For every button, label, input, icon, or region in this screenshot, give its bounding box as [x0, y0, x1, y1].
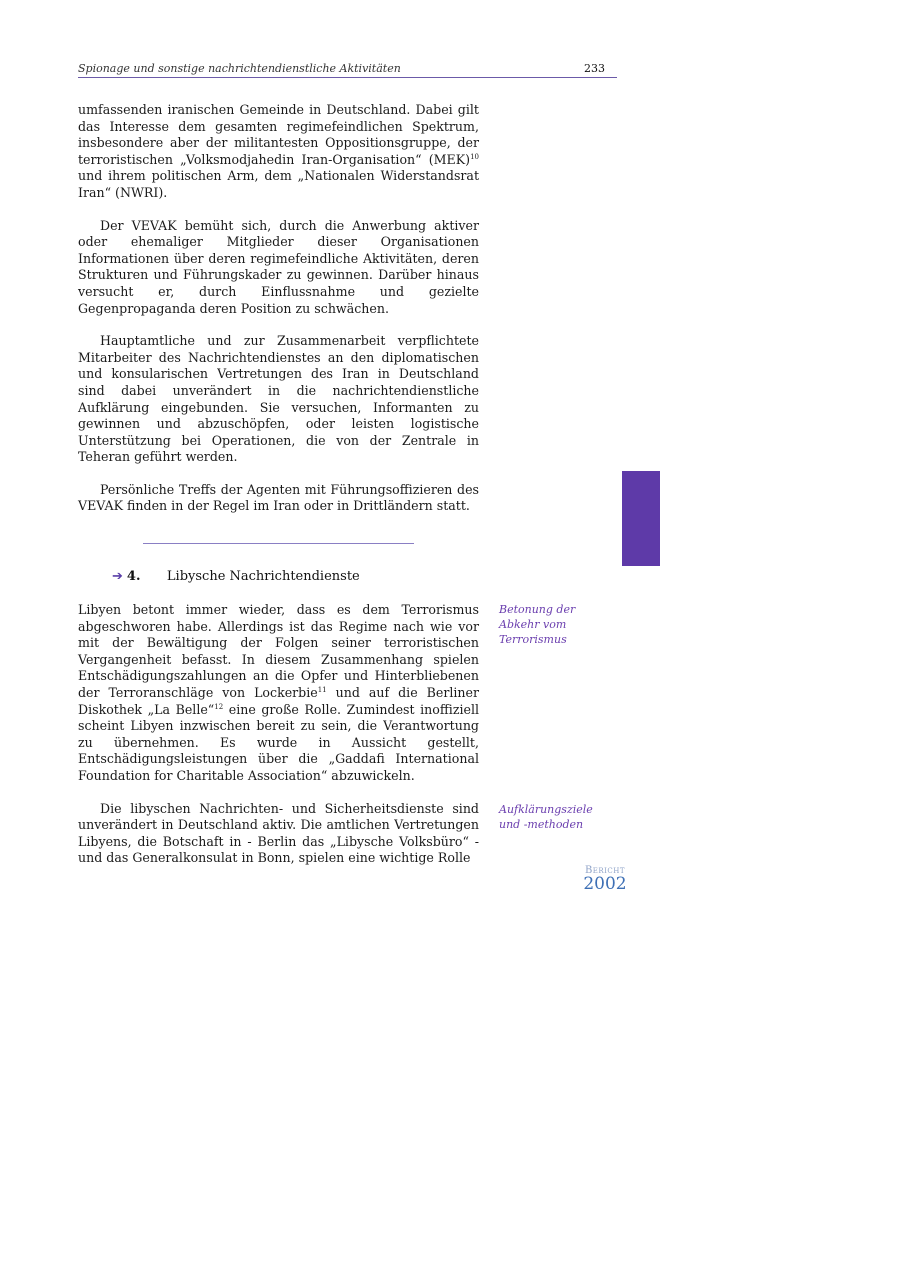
body-text-bottom [78, 602, 479, 883]
chapter-side-tab [622, 471, 660, 566]
paragraph-1-text-after: und ihrem politischen Arm, dem „Nationalen Widerstandsrat Iran“ (NWRI). [78, 168, 479, 200]
margin-note-2: Aufklärungsziele und -methoden [499, 803, 593, 831]
section-heading [112, 569, 360, 584]
running-header [78, 62, 617, 78]
section-number: 4. [126, 569, 141, 584]
paragraph-3: Hauptamtliche und zur Zusammenarbeit verpflichtete Mitarbeiter des Nachrichtendienstes an den diplomatischen und konsularischen Vertretungen des Iran in Deutschland sind dabei unverändert in die nachrichtendienstliche Aufklärung eingebunden. Sie versuchen, Informanten zu gewinnen und abzuschöpfen, oder leisten logistische Unterstützung bei Operationen, die von der Zentrale in Teheran geführt werden. [78, 333, 479, 465]
body-text-top [78, 102, 479, 531]
section-divider [143, 543, 414, 544]
header-title: Spionage und sonstige nachrichtendienstliche Aktivitäten [78, 62, 401, 75]
report-logo [578, 866, 632, 893]
logo-word: Bericht [584, 865, 626, 876]
paragraph-1 [78, 102, 479, 202]
paragraph-5-text-after: eine große Rolle. Zumindest inoffiziell scheint Libyen inzwischen bereit zu sein, die Verantwortung zu übernehmen. Es wurde in Aussicht gestellt, Entschädigungsleistungen über die „Gaddafi International Foundation for Charitable Association“ abzuwickeln. [78, 701, 479, 783]
arrow-right-icon: ➔ [112, 569, 123, 584]
paragraph-1-text: umfassenden iranischen Gemeinde in Deutschland. Dabei gilt das Interesse dem gesamten regimefeindlichen Spektrum, insbesondere aber der militantesten Oppositionsgruppe, der terroristischen „Volksmodjahedin Iran-Organisation“ (MEK) [78, 102, 479, 167]
paragraph-5-text: Libyen betont immer wieder, dass es dem Terrorismus abgeschworen habe. Allerdings ist das Regime nach wie vor mit der Bewältigung der Folgen seiner terroristischen Vergangenheit befasst. In diesem Zusammenhang spielen Entschädigungszahlungen an die Opfer und Hinterbliebenen der Terroranschläge von Lockerbie [78, 602, 479, 700]
page-number: 233 [584, 62, 605, 75]
footnote-ref-11[interactable]: 11 [317, 685, 327, 694]
logo-year: 2002 [583, 874, 627, 894]
paragraph-5 [78, 602, 479, 785]
footnote-ref-12[interactable]: 12 [214, 702, 224, 711]
paragraph-5-mid: und auf die Berliner Diskothek „La Belle“ [78, 684, 479, 717]
section-title: Libysche Nachrichtendienste [166, 569, 360, 584]
paragraph-2: Der VEVAK bemüht sich, durch die Anwerbung aktiver oder ehemaliger Mitglieder dieser Organisationen Informationen über deren regimefeindliche Aktivitäten, deren Strukturen und Führungskader zu gewinnen. Darüber hinaus versucht er, durch Einflussnahme und gezielte Gegenpropaganda deren Position zu schwächen. [78, 217, 479, 316]
margin-note-1: Betonung der Abkehr vom Terrorismus [499, 603, 576, 646]
paragraph-4: Persönliche Treffs der Agenten mit Führungsoffizieren des VEVAK finden in der Regel im Iran oder in Drittländern statt. [78, 481, 479, 514]
paragraph-6: Die libyschen Nachrichten- und Sicherheitsdienste sind unverändert in Deutschland aktiv. Die amtlichen Vertretungen Libyens, die Botschaft in - Berlin das „Libysche Volksbüro“ - und das Generalkonsulat in Bonn, spielen eine wichtige Rolle [78, 800, 479, 866]
footnote-ref-10[interactable]: 10 [470, 152, 479, 161]
